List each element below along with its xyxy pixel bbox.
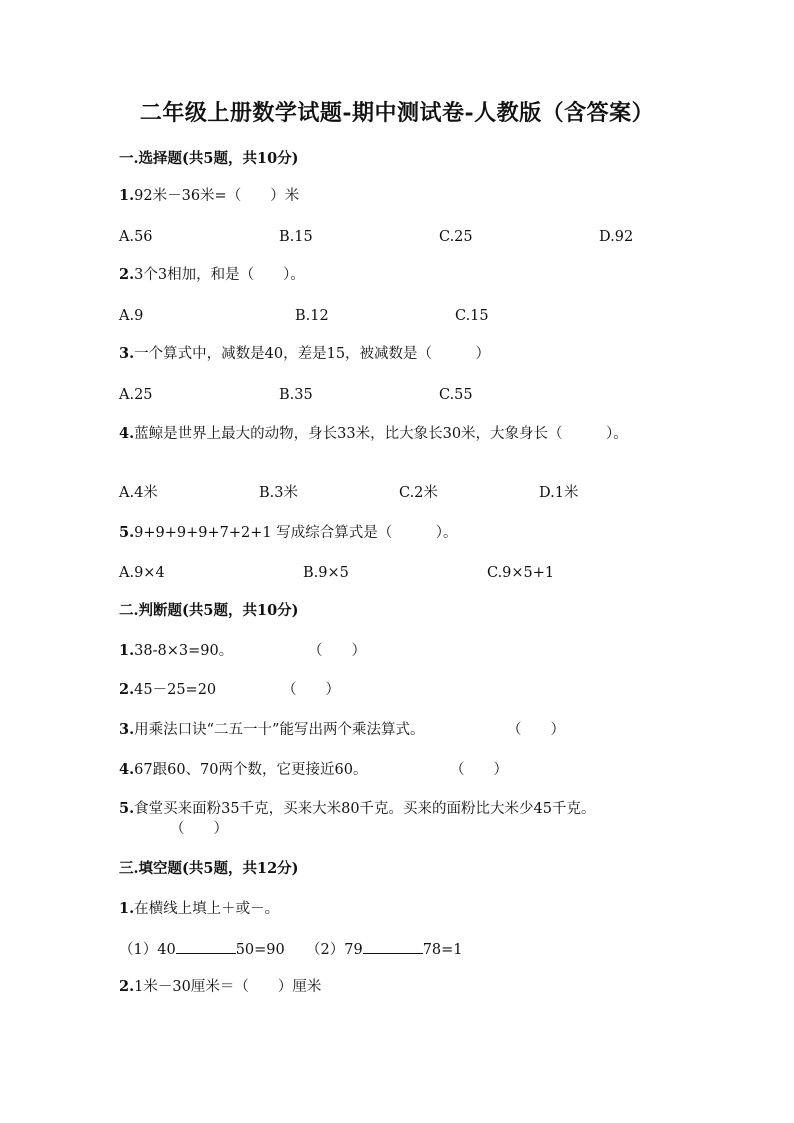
choice-3-option-c: C.55	[439, 387, 473, 403]
subquestion-suffix: 50=90	[235, 942, 285, 958]
question-number: 3.	[119, 345, 135, 362]
question-text: 92米－36米=（ ）米	[134, 188, 300, 204]
choice-4-option-d: D.1米	[539, 485, 579, 501]
choice-4-option-b: B.3米	[259, 485, 298, 501]
question-number: 3.	[119, 721, 135, 738]
judge-5-answer-parens: （ ）	[170, 821, 228, 837]
judge-question-5	[119, 800, 596, 818]
question-text: 38-8×3=90。	[134, 643, 234, 659]
question-number: 1.	[119, 900, 135, 917]
question-number: 2.	[119, 681, 135, 698]
choice-question-3	[119, 345, 490, 363]
answer-blank[interactable]	[363, 939, 423, 954]
choice-1-option-b: B.15	[279, 229, 313, 245]
subquestion-prefix: （1）40	[119, 942, 176, 958]
subquestion-suffix: 78=1	[422, 942, 463, 958]
choice-1-option-c: C.25	[439, 229, 473, 245]
page-title: 二年级上册数学试题-期中测试卷-人教版（含答案）	[139, 100, 655, 126]
question-text: 67跟60、70两个数，它更接近60。	[134, 762, 368, 778]
subquestion-prefix: （2）79	[306, 942, 363, 958]
choice-5-option-b: B.9×5	[303, 565, 349, 581]
choice-2-option-c: C.15	[455, 308, 489, 324]
judge-2-answer-parens: （ ）	[282, 682, 340, 698]
question-text: 在横线上填上＋或－。	[134, 901, 280, 917]
section-heading-fill: 三.填空题(共5题，共12分)	[119, 860, 299, 877]
question-number: 1.	[119, 187, 135, 204]
choice-3-option-a: A.25	[119, 387, 153, 403]
choice-5-option-a: A.9×4	[119, 565, 165, 581]
question-number: 4.	[119, 761, 135, 778]
question-text: 1米－30厘米＝（ ）厘米	[134, 979, 322, 995]
question-number: 1.	[119, 642, 135, 659]
choice-question-1	[119, 187, 299, 205]
section-heading-choice: 一.选择题(共5题，共10分)	[119, 150, 299, 167]
choice-question-5	[119, 524, 457, 542]
choice-2-option-b: B.12	[295, 308, 329, 324]
question-text: 45－25=20	[134, 682, 217, 698]
choice-question-2	[119, 266, 305, 284]
question-text: 蓝鲸是世界上最大的动物，身长33米，比大象长30米，大象身长（ ）。	[134, 426, 628, 442]
judge-4-answer-parens: （ ）	[450, 762, 508, 778]
judge-question-2	[119, 681, 216, 699]
choice-4-option-a: A.4米	[119, 485, 158, 501]
judge-1-answer-parens: （ ）	[308, 643, 366, 659]
judge-question-4	[119, 761, 367, 779]
choice-1-option-d: D.92	[599, 229, 634, 245]
answer-blank[interactable]	[176, 939, 236, 954]
choice-question-4	[119, 425, 628, 443]
judge-question-3	[119, 721, 424, 739]
question-text: 食堂买来面粉35千克，买来大米80千克。买来的面粉比大米少45千克。	[134, 801, 596, 817]
fill-question-1	[119, 900, 279, 918]
judge-3-answer-parens: （ ）	[507, 722, 565, 738]
fill-1-subquestion-1	[119, 939, 285, 959]
judge-question-1	[119, 642, 233, 660]
question-text: 3个3相加，和是（ ）。	[134, 267, 305, 283]
question-number: 5.	[119, 524, 135, 541]
question-text: 一个算式中，减数是40，差是15，被减数是（ ）	[134, 346, 491, 362]
question-number: 4.	[119, 425, 135, 442]
question-number: 2.	[119, 266, 135, 283]
question-number: 5.	[119, 800, 135, 817]
question-text: 9+9+9+9+7+2+1 写成综合算式是（ ）。	[134, 525, 458, 541]
fill-1-subquestion-2	[306, 939, 463, 959]
choice-4-option-c: C.2米	[399, 485, 438, 501]
choice-3-option-b: B.35	[279, 387, 313, 403]
choice-5-option-c: C.9×5+1	[487, 565, 555, 581]
question-number: 2.	[119, 978, 135, 995]
choice-2-option-a: A.9	[119, 308, 144, 324]
question-text: 用乘法口诀“二五一十”能写出两个乘法算式。	[134, 722, 425, 738]
choice-1-option-a: A.56	[119, 229, 153, 245]
section-heading-judge: 二.判断题(共5题，共10分)	[119, 602, 299, 619]
fill-question-2	[119, 978, 321, 996]
